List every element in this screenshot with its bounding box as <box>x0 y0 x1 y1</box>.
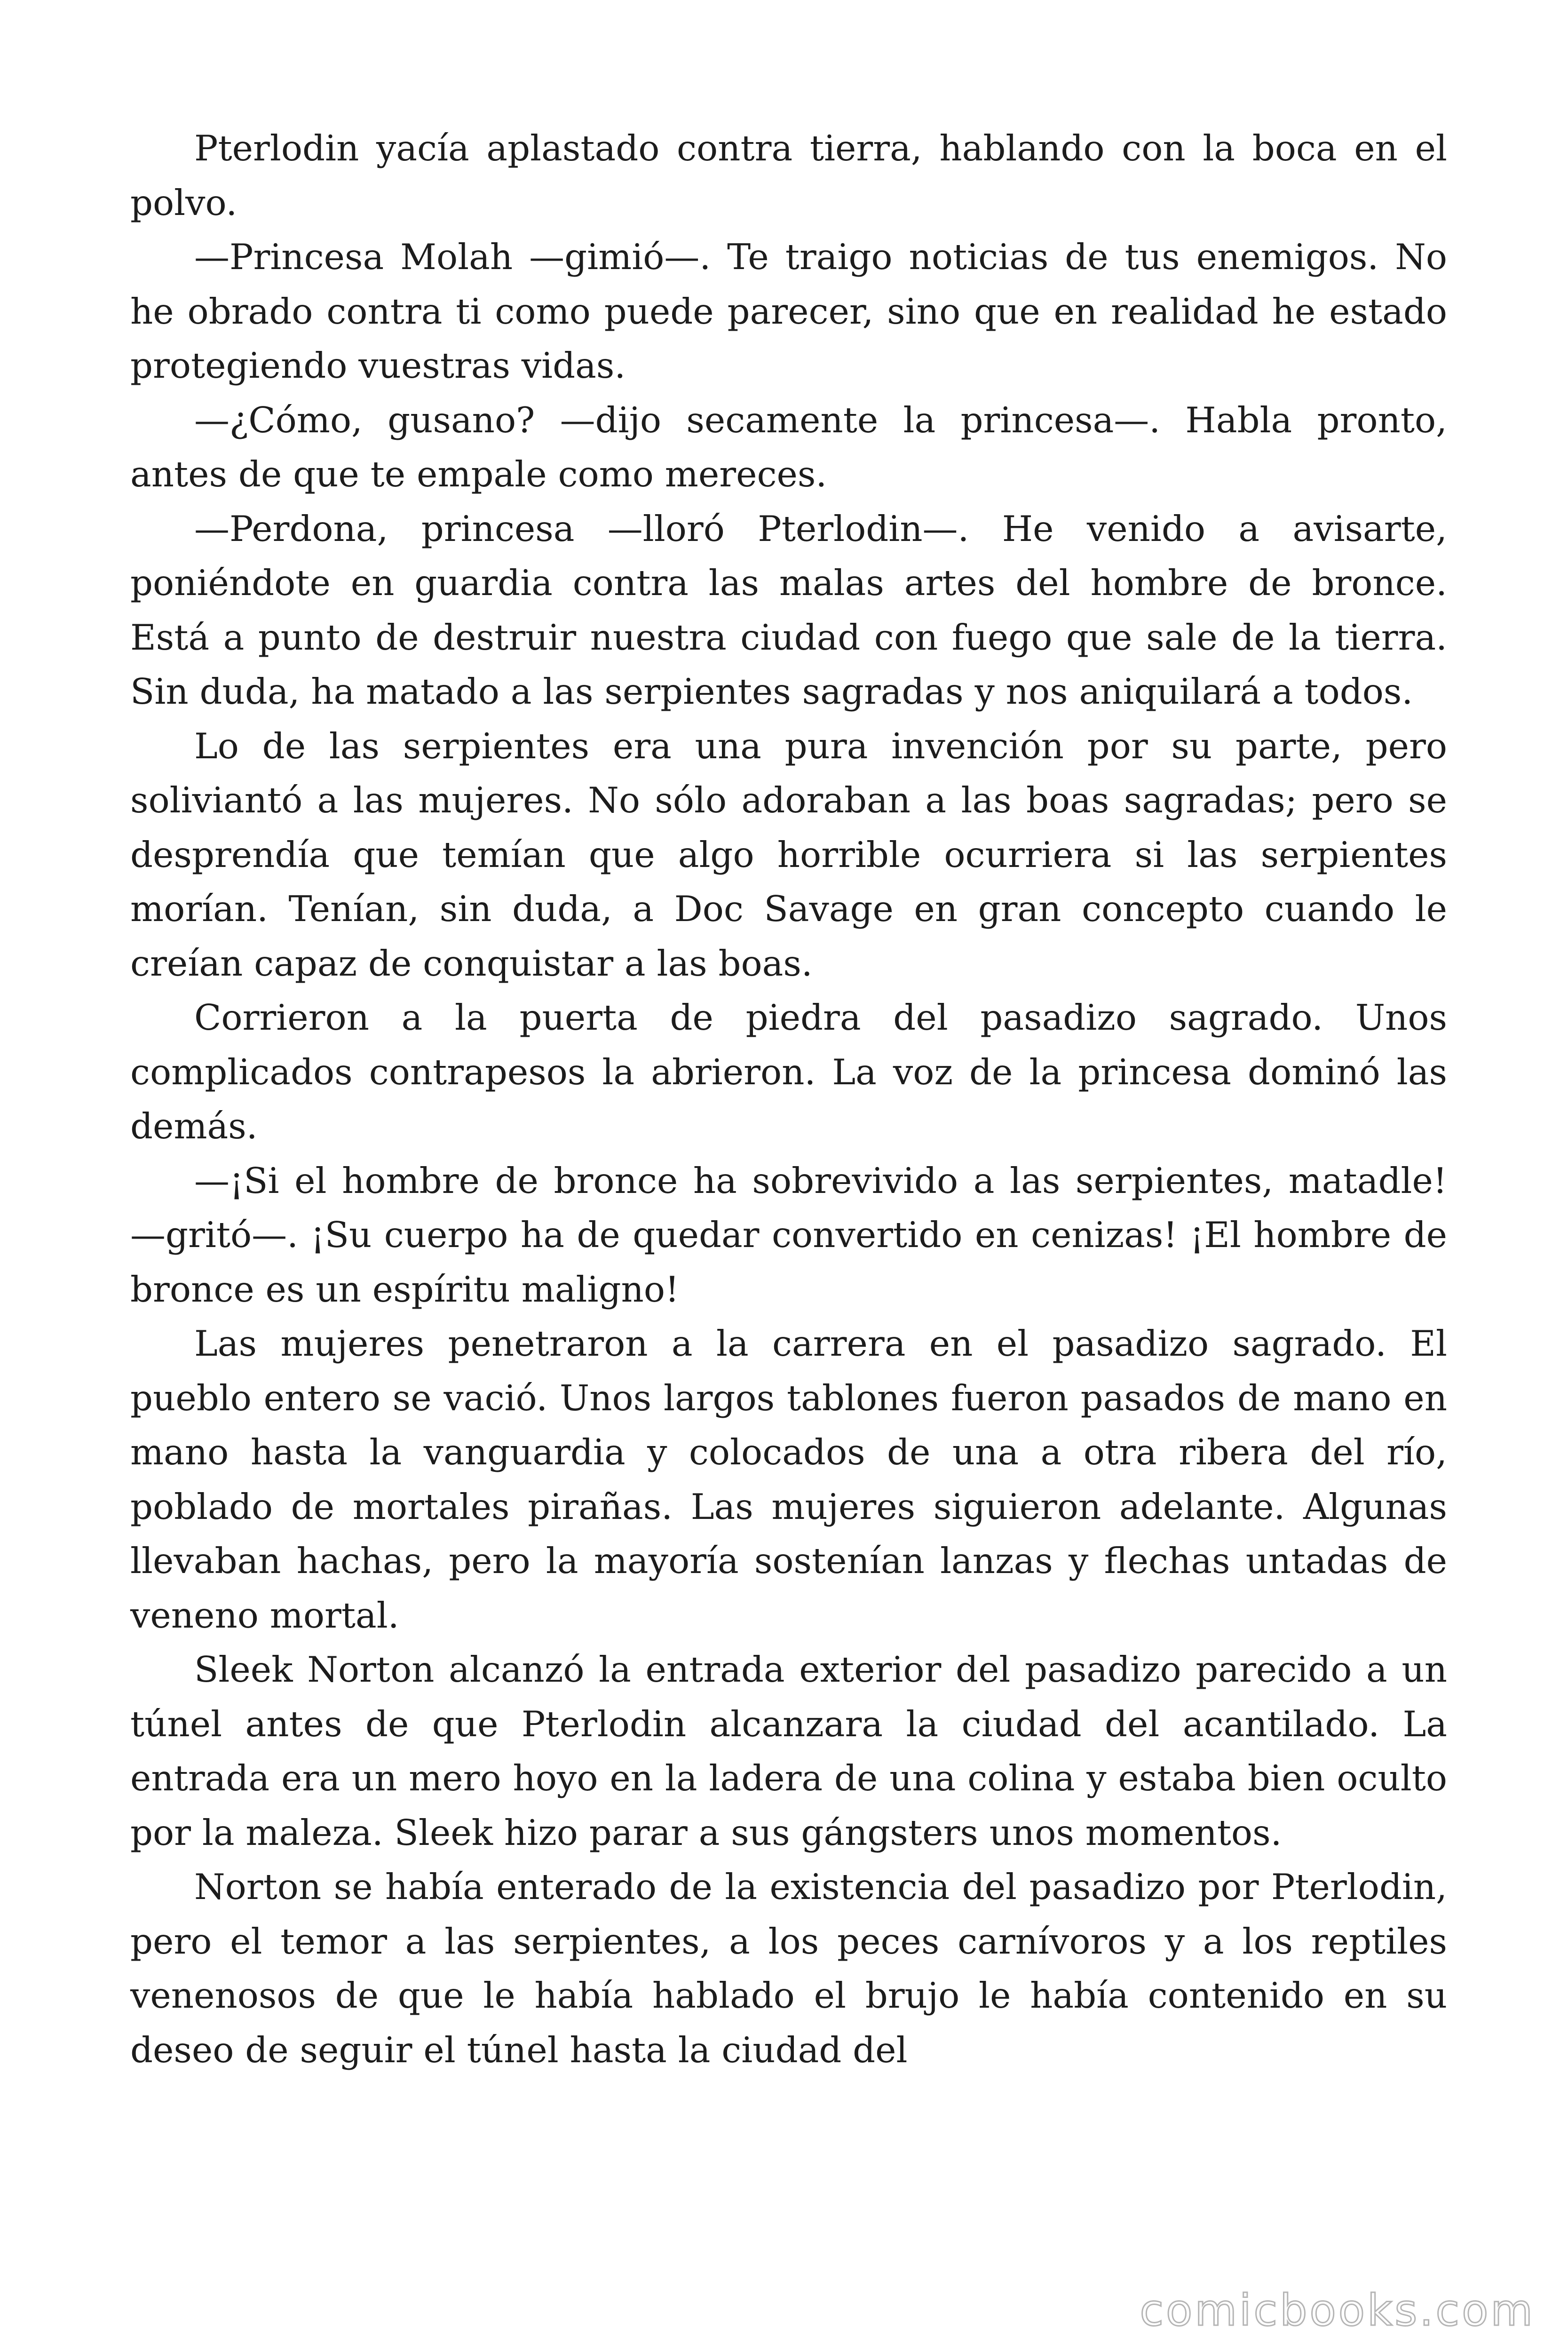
page-text <box>130 121 1447 2077</box>
paragraph: Lo de las serpientes era una pura invención por su parte, pero soliviantó a las mujeres. No sólo adoraban a las boas sagradas; pero se desprendía que temían que algo horrible ocurriera si las serpientes morían. Tenían, sin duda, a Doc Savage en gran concepto cuando le creían capaz de conquistar a las boas. <box>130 725 1447 984</box>
paragraph: Corrieron a la puerta de piedra del pasadizo sagrado. Unos complicados contrapesos la abrieron. La voz de la princesa dominó las demás. <box>130 997 1447 1147</box>
paragraph: Las mujeres penetraron a la carrera en el pasadizo sagrado. El pueblo entero se vació. Unos largos tablones fueron pasados de mano en mano hasta la vanguardia y colocados de una a otra ribera del río, poblado de mortales pirañas. Las mujeres siguieron adelante. Algunas llevaban hachas, pero la mayoría sostenían lanzas y flechas untadas de veneno mortal. <box>130 1323 1447 1636</box>
paragraph: —¿Cómo, gusano? —dijo secamente la princesa—. Habla pronto, antes de que te empale como mereces. <box>130 399 1447 495</box>
paragraph: —Perdona, princesa —lloró Pterlodin—. He venido a avisarte, poniéndote en guardia contra las malas artes del hombre de bronce. Está a punto de destruir nuestra ciudad con fuego que sale de la tierra. Sin duda, ha matado a las serpientes sagradas y nos aniquilará a todos. <box>130 508 1447 712</box>
paragraph: Norton se había enterado de la existencia del pasadizo por Pterlodin, pero el temor a las serpientes, a los peces carnívoros y a los reptiles venenosos de que le había hablado el brujo le había contenido en su deseo de seguir el túnel hasta la ciudad del <box>130 1866 1447 2071</box>
paragraph: Pterlodin yacía aplastado contra tierra, hablando con la boca en el polvo. <box>130 127 1447 223</box>
paragraph: Sleek Norton alcanzó la entrada exterior del pasadizo parecido a un túnel antes de que Pterlodin alcanzara la ciudad del acantilado. La entrada era un mero hoyo en la ladera de una colina y estaba bien oculto por la maleza. Sleek hizo parar a sus gángsters unos momentos. <box>130 1649 1447 1853</box>
paragraph: —¡Si el hombre de bronce ha sobrevivido a las serpientes, matadle! —gritó—. ¡Su cuerpo ha de quedar convertido en cenizas! ¡El hombre de bronce es un espíritu maligno! <box>130 1160 1447 1310</box>
paragraph: —Princesa Molah —gimió—. Te traigo noticias de tus enemigos. No he obrado contra ti como puede parecer, sino que en realidad he estado protegiendo vuestras vidas. <box>130 236 1447 386</box>
watermark: comicbooks.com <box>1140 2285 1535 2336</box>
